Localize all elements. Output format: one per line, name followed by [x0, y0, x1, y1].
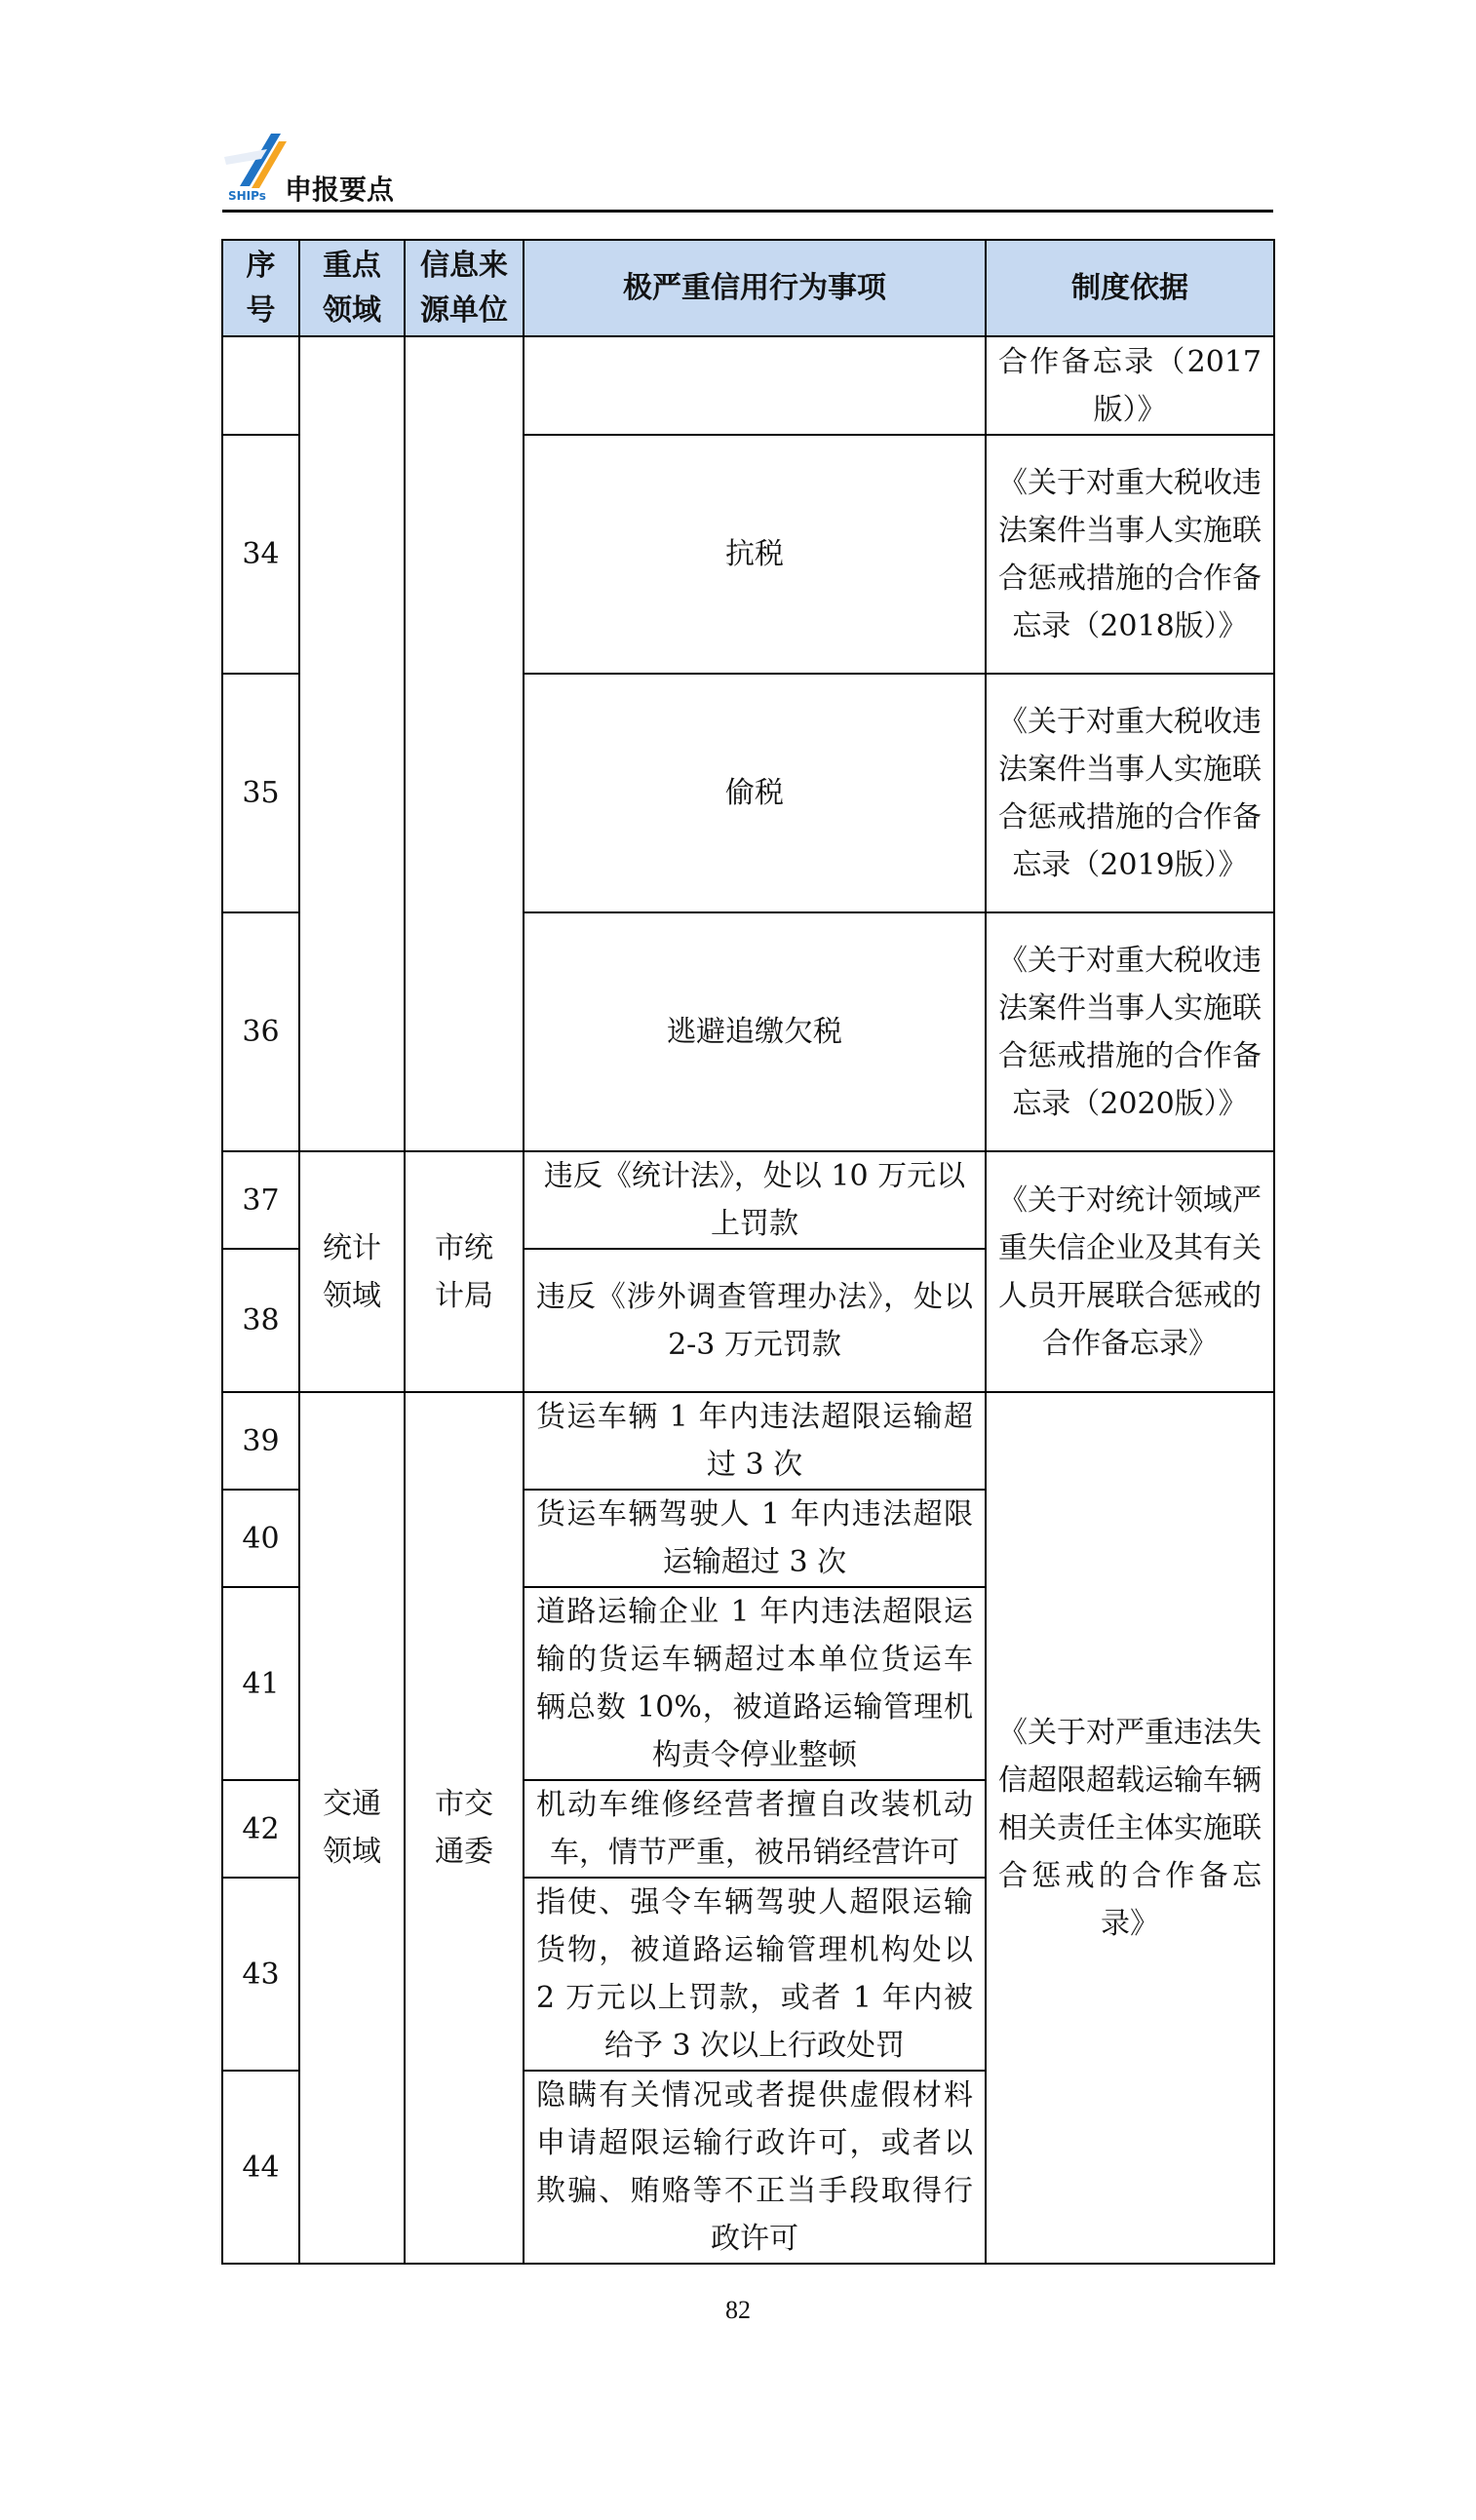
ships-logo [222, 128, 291, 204]
col-header-basis: 制度依据 [986, 240, 1274, 336]
credit-table [221, 239, 1275, 2265]
row-domain [299, 336, 405, 1151]
row-no: 43 [222, 1878, 299, 2071]
page-header [222, 122, 1273, 212]
row-basis: 《关于对重大税收违法案件当事人实施联合惩戒措施的合作备忘录（2020版）》 [986, 912, 1274, 1151]
row-basis: 《关于对重大税收违法案件当事人实施联合惩戒措施的合作备忘录（2018版）》 [986, 435, 1274, 674]
row-no: 40 [222, 1490, 299, 1587]
group-domain-transport: 交通 领域 [299, 1392, 405, 2264]
row-item: 抗税 [524, 435, 986, 674]
group-domain-stats: 统计 领域 [299, 1151, 405, 1392]
row-item: 逃避追缴欠税 [524, 912, 986, 1151]
row-no: 35 [222, 674, 299, 912]
table-row [222, 336, 1274, 435]
row-source [405, 336, 524, 1151]
col-header-source: 信息来 源单位 [405, 240, 524, 336]
row-no: 36 [222, 912, 299, 1151]
row-no: 42 [222, 1780, 299, 1878]
row-item: 隐瞒有关情况或者提供虚假材料申请超限运输行政许可，或者以欺骗、贿赂等不正当手段取得行政许可 [524, 2071, 986, 2264]
row-no: 41 [222, 1587, 299, 1780]
row-item: 货运车辆驾驶人 1 年内违法超限运输超过 3 次 [524, 1490, 986, 1587]
row-no: 44 [222, 2071, 299, 2264]
row-item: 道路运输企业 1 年内违法超限运输的货运车辆超过本单位货运车辆总数 10%，被道路运输管理机构责令停业整顿 [524, 1587, 986, 1780]
col-header-domain: 重点 领域 [299, 240, 405, 336]
row-item: 违反《涉外调查管理办法》，处以 2-3 万元罚款 [524, 1249, 986, 1392]
row-item: 指使、强令车辆驾驶人超限运输货物，被道路运输管理机构处以 2 万元以上罚款，或者 1 年内被给予 3 次以上行政处罚 [524, 1878, 986, 2071]
row-item: 机动车维修经营者擅自改装机动车，情节严重，被吊销经营许可 [524, 1780, 986, 1878]
col-header-no: 序 号 [222, 240, 299, 336]
row-no [222, 336, 299, 435]
header-title: 申报要点 [285, 174, 395, 206]
group-source-transport: 市交 通委 [405, 1392, 524, 2264]
table-row [222, 1151, 1274, 1249]
header-rule [222, 210, 1273, 213]
row-item: 货运车辆 1 年内违法超限运输超过 3 次 [524, 1392, 986, 1490]
row-no: 34 [222, 435, 299, 674]
row-item [524, 336, 986, 435]
page-number: 82 [725, 2296, 751, 2324]
group-basis-transport: 《关于对严重违法失信超限超载运输车辆相关责任主体实施联合惩戒的合作备忘录》 [986, 1392, 1274, 2264]
row-no: 38 [222, 1249, 299, 1392]
row-item: 违反《统计法》，处以 10 万元以上罚款 [524, 1151, 986, 1249]
logo-text: SHIPs [228, 189, 266, 203]
group-basis-stats: 《关于对统计领域严重失信企业及其有关人员开展联合惩戒的合作备忘录》 [986, 1151, 1274, 1392]
row-basis: 合作备忘录（2017版）》 [986, 336, 1274, 435]
col-header-item: 极严重信用行为事项 [524, 240, 986, 336]
row-no: 37 [222, 1151, 299, 1249]
group-source-stats: 市统 计局 [405, 1151, 524, 1392]
table-row [222, 1392, 1274, 1490]
row-basis: 《关于对重大税收违法案件当事人实施联合惩戒措施的合作备忘录（2019版）》 [986, 674, 1274, 912]
row-no: 39 [222, 1392, 299, 1490]
row-item: 偷税 [524, 674, 986, 912]
